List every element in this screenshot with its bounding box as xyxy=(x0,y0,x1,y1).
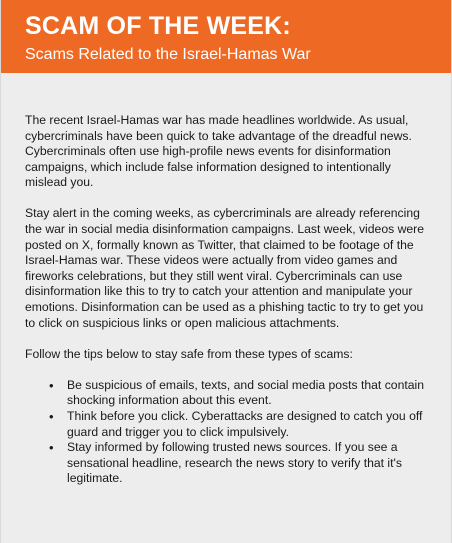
tip-text: Think before you click. Cyberattacks are designed to catch you off guard and trigger you to click impulsively. xyxy=(67,409,423,439)
intro-paragraph: The recent Israel-Hamas war has made headlines worldwide. As usual, cybercriminals have been quick to take advantage of the dreadful news. Cybercriminals often use high-profile news events for disinformation campaigns, which include false information designed to intentionally mislead you. xyxy=(25,113,412,190)
header-banner xyxy=(1,0,451,73)
list-item xyxy=(49,440,429,487)
list-item xyxy=(49,378,429,409)
page-title: SCAM OF THE WEEK: xyxy=(25,12,291,40)
bullet-icon: • xyxy=(49,440,54,456)
page-subtitle: Scams Related to the Israel-Hamas War xyxy=(25,46,311,63)
details-paragraph: Stay alert in the coming weeks, as cybercriminals are already referencing the war in social media disinformation campaigns. Last week, videos were posted on X, formally known as Twitter, that claimed to be footage of the Israel-Hamas war. These videos were actually from video games and fireworks celebrations, but they still went viral. Cybercriminals can use disinformation like this to try to catch your attention and manipulate your emotions. Disinformation can be used as a phishing tactic to try to get you to click on suspicious links or open malicious attachments. xyxy=(25,206,424,330)
tip-text: Stay informed by following trusted news sources. If you see a sensational headline, research the news story to verify that it's legitimate. xyxy=(67,440,402,486)
article-body xyxy=(1,73,451,487)
tips-intro: Follow the tips below to stay safe from these types of scams: xyxy=(25,346,353,361)
bullet-icon: • xyxy=(49,409,54,424)
tip-text: Be suspicious of emails, texts, and social media posts that contain shocking information about this event. xyxy=(67,377,425,408)
tips-list xyxy=(25,378,429,487)
bullet-icon: • xyxy=(49,377,54,393)
list-item xyxy=(49,409,429,440)
